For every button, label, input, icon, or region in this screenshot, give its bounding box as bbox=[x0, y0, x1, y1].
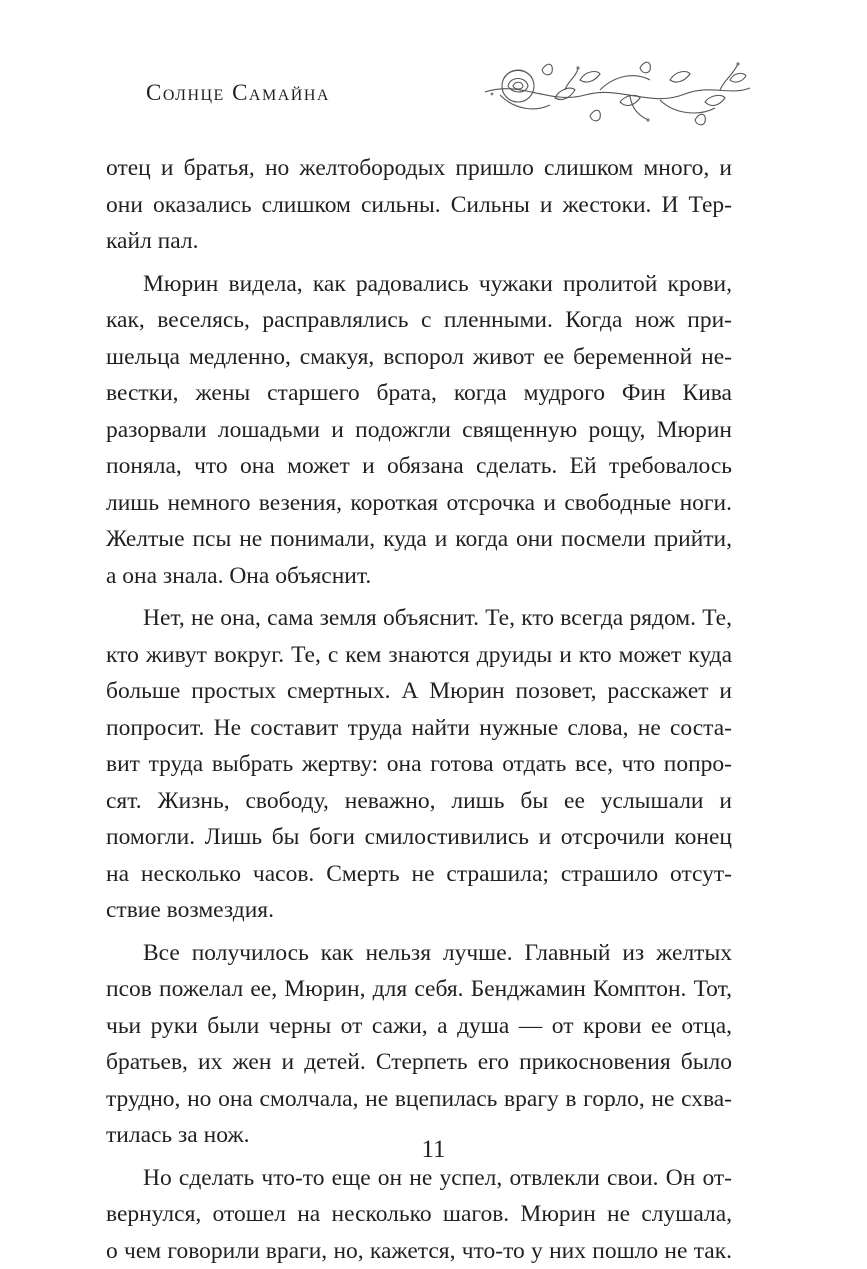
text-line: шельца медленно, смакуя, вспорол живот ее беременной не- bbox=[106, 339, 732, 376]
text-line: Нет, не она, сама земля объяснит. Те, кто всегда рядом. Те, bbox=[106, 600, 732, 637]
text-line: попросит. Не составит труда найти нужные слова, не соста- bbox=[106, 710, 732, 747]
page-number: 11 bbox=[0, 1136, 867, 1164]
text-line: кайл пал. bbox=[106, 223, 732, 260]
text-line: поняла, что она может и обязана сделать. Ей требовалось bbox=[106, 448, 732, 485]
text-line: Мюрин видела, как радовались чужаки пролитой крови, bbox=[106, 266, 732, 303]
paragraph bbox=[106, 150, 732, 260]
text-line: больше простых смертных. А Мюрин позовет, расскажет и bbox=[106, 673, 732, 710]
paragraph bbox=[106, 266, 732, 595]
text-line: братьев, их жен и детей. Стерпеть его прикосновения было bbox=[106, 1044, 732, 1081]
text-line: о чем говорили враги, но, кажется, что-то у них пошло не так. bbox=[106, 1233, 732, 1269]
text-line: кто живут вокруг. Те, с кем знаются друиды и кто может куда bbox=[106, 637, 732, 674]
text-line: чьи руки были черны от сажи, а душа — от крови ее отца, bbox=[106, 1008, 732, 1045]
text-line: на несколько часов. Смерть не страшила; страшило отсут- bbox=[106, 856, 732, 893]
text-line: вернулся, отошел на несколько шагов. Мюрин не слушала, bbox=[106, 1196, 732, 1233]
paragraph bbox=[106, 1160, 732, 1269]
text-line: как, веселясь, расправлялись с пленными. Когда нож при- bbox=[106, 302, 732, 339]
text-line: псов пожелал ее, Мюрин, для себя. Бенджамин Комптон. Тот, bbox=[106, 971, 732, 1008]
text-line: разорвали лошадьми и подожгли священную рощу, Мюрин bbox=[106, 412, 732, 449]
text-line: они оказались слишком сильны. Сильны и жестоки. И Тер- bbox=[106, 187, 732, 224]
text-line: Желтые псы не понимали, куда и когда они посмели прийти, bbox=[106, 521, 732, 558]
text-line: сят. Жизнь, свободу, неважно, лишь бы ее услышали и bbox=[106, 783, 732, 820]
body-text bbox=[106, 150, 732, 1269]
text-line: трудно, но она смолчала, не вцепилась врагу в горло, не схва- bbox=[106, 1081, 732, 1118]
text-line: ствие возмездия. bbox=[106, 892, 732, 929]
text-line: вит труда выбрать жертву: она готова отдать все, что попро- bbox=[106, 746, 732, 783]
text-line: отец и братья, но желтобородых пришло слишком много, и bbox=[106, 150, 732, 187]
text-line: тилась за нож. bbox=[106, 1117, 732, 1154]
running-title: Солнце Самайна bbox=[146, 80, 330, 106]
paragraph bbox=[106, 600, 732, 929]
paragraph bbox=[106, 935, 732, 1154]
text-line: помогли. Лишь бы боги смилостивились и отсрочили конец bbox=[106, 819, 732, 856]
text-line: вестки, жены старшего брата, когда мудрого Фин Кива bbox=[106, 375, 732, 412]
text-line: Все получилось как нельзя лучше. Главный из желтых bbox=[106, 935, 732, 972]
text-line: лишь немного везения, короткая отсрочка и свободные ноги. bbox=[106, 485, 732, 522]
text-line: Но сделать что-то еще он не успел, отвлекли свои. Он от- bbox=[106, 1160, 732, 1197]
text-line: а она знала. Она объяснит. bbox=[106, 558, 732, 595]
floral-vine-ornament-icon bbox=[480, 50, 755, 134]
